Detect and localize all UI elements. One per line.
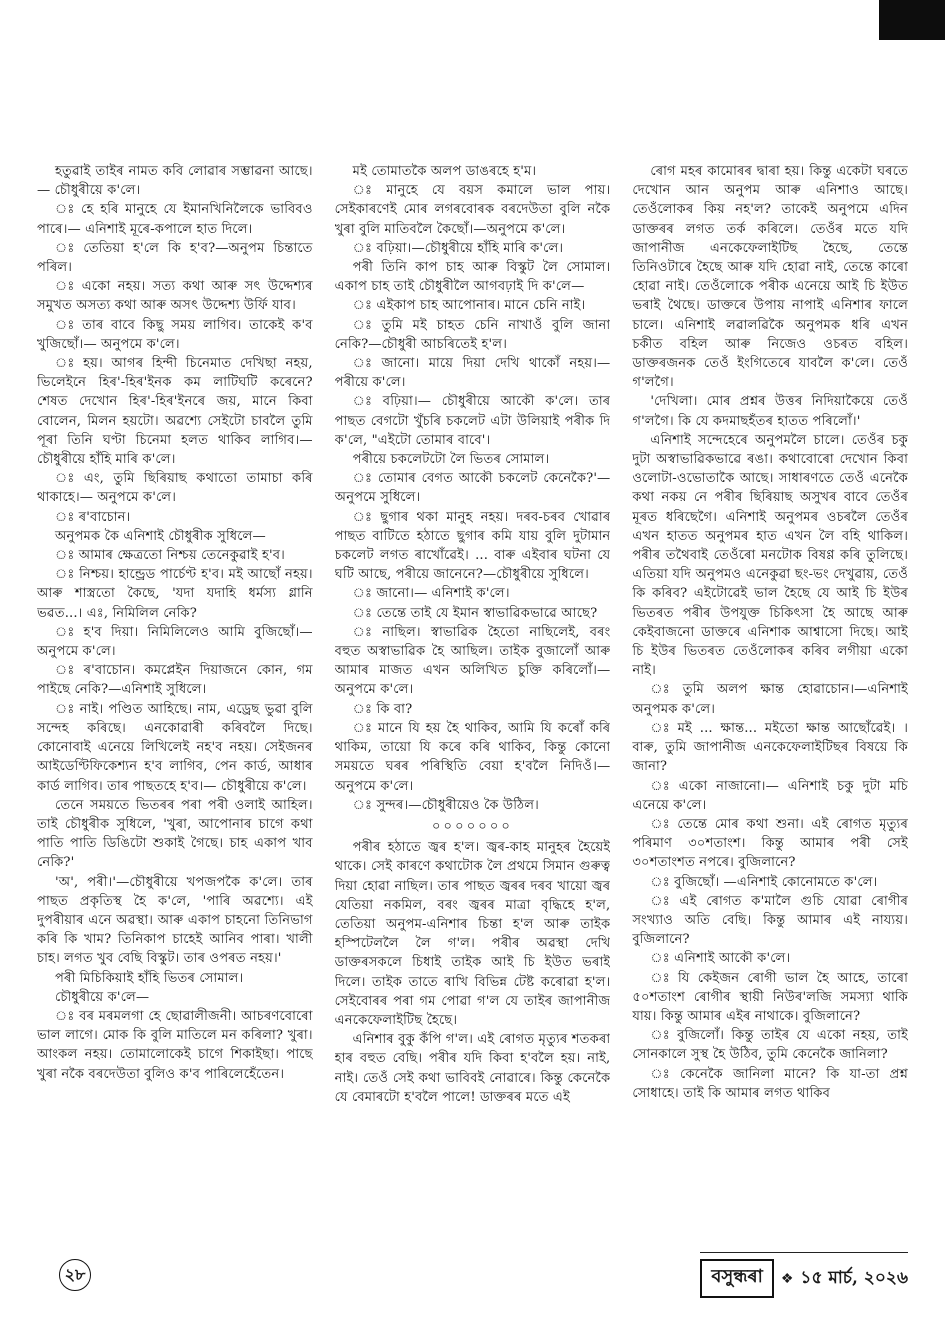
paragraph: ঃ মানুহে যে বয়স কমালে ভাল পায়। সেইকাৰণেই মোৰ লগৰবোৰক বৰদেউতা বুলি নকৈ খুৰা বুলি মাতিবলৈ কৈছোঁ।—অনুপমে ক'লে। bbox=[334, 183, 611, 237]
footer-imprint bbox=[700, 1252, 908, 1298]
paragraph: ঃ নাই। পণ্ডিত আহিছে। নাম, এড্ৰেছ ভুৱা বুলি সন্দেহ কৰিছে। এনকোৱাৰী কৰিবলৈ দিছে। কোনোবাই এনেয়ে লিখিলেই নহ'ব নহয়। সেইজনৰ আইডেণ্টিফিকেশ্যন হ'ব লাগিব, পেন কাৰ্ড, আধাৰ কাৰ্ড লাগিব। তাৰ পাছতহে হ'ব।— চৌধুৰীয়ে ক'লে। bbox=[37, 701, 313, 794]
page-number: ২৮ bbox=[59, 1259, 91, 1291]
issue-date: ১৫ মার্চ, ২০২৬ bbox=[800, 1267, 908, 1288]
paragraph: ঃ তাৰ বাবে কিছু সময় লাগিব। তাকেই ক'ব খুজিছোঁ।— অনুপমে ক'লে। bbox=[37, 317, 313, 352]
paragraph: ঃ তেন্তে তাই যে ইমান স্বাভাৱিকভাৱে আছে? bbox=[352, 605, 598, 621]
corner-print-mark bbox=[879, 0, 945, 40]
paragraph: ঃ কি বা? bbox=[352, 701, 413, 717]
paragraph: এনিশাৰ বুকু কঁপি গ'ল। এই ৰোগত মৃত্যুৰ শতকৰা হাৰ বহুত বেছি। পৰীৰ যদি কিবা হ'বলৈ হয়। নাই, নাই। তেওঁ সেই কথা ভাবিবই নোৱাৰে। কিন্তু কেনেকৈ যে বেমাৰটো হ'বলৈ পালে! ডাক্তৰৰ মতে এই bbox=[334, 1032, 611, 1105]
paragraph: পৰী মিচিকিয়াই হাঁহি ভিতৰ সোমাল। bbox=[55, 970, 244, 986]
paragraph: ঃ তেন্তে মোৰ কথা শুনা। এই ৰোগত মৃত্যুৰ পৰিমাণ ৩০শতাংশ। কিন্তু আমাৰ পৰী সেই ৩০শতাংশত নপৰে। বুজিলানে? bbox=[632, 816, 909, 871]
paragraph: ঃ সুন্দৰ।—চৌধুৰীয়েও কৈ উঠিল। bbox=[352, 797, 539, 813]
paragraph: ঃ আমাৰ ক্ষেত্ৰতো নিশ্চয় তেনেকুৱাই হ'ব। bbox=[55, 548, 285, 564]
paragraph: ঃ মই ... ক্ষান্ত... মইতো ক্ষান্ত আছোঁৱেই। । বাৰু, তুমি জাপানীজ এনকেফেলাইটিছৰ বিষয়ে কি জানা? bbox=[632, 720, 909, 775]
paragraph: ঃ হে হৰি মানুহে যে ইমানখিনিলৈকে ভাবিবও পাৰে।— এনিশাই মূৰে-কপালে হাত দিলে। bbox=[37, 202, 313, 237]
paragraph: ঃ নাছিল। স্বাভাৱিক হৈতো নাছিলেই, বৰং বহুত অস্বাভাৱিক হৈ আছিল। তাইক বুজালোঁ আৰু আমাৰ মাজত এখন অলিখিত চুক্তি কৰিলোঁ।—অনুপমে ক'লে। bbox=[334, 624, 611, 698]
magazine-title: বসুন্ধৰা bbox=[700, 1259, 774, 1298]
paragraph: ঃ একো নহয়। সত্য কথা আৰু সৎ উদ্দেশ্যৰ সমুখত অসত্য কথা আৰু অসৎ উদ্দেশ্য উৰ্ফি যাব। bbox=[37, 279, 313, 314]
text-column-1 bbox=[37, 162, 313, 1245]
page-footer bbox=[37, 1255, 908, 1295]
paragraph: পৰী তিনি কাপ চাহ আৰু বিস্কুট লৈ সোমাল। একাপ চাহ তাই চৌধুৰীলৈ আগবঢ়াই দি ক'লে— bbox=[334, 260, 611, 295]
paragraph: ঃ বৰ মৰমলগা হে ছোৱালীজনী। আচৰণবোৰো ভাল লাগে। মোক কি বুলি মাতিলে মন কৰিলা? খুৰা। আংকল নহয়। তোমালোকেই চাগে শিকাইছা। পাছে খুৰা নকৈ বৰদেউতা বুলিও ক'ব পাৰিলেহেঁতেন। bbox=[37, 1008, 313, 1082]
ornament-icon: ❖ bbox=[780, 1270, 794, 1287]
paragraph: ঃ জানো।— এনিশাই ক'লে। bbox=[352, 586, 510, 602]
paragraph: অনুপমক কৈ এনিশাই চৌধুৰীক সুধিলে— bbox=[55, 528, 266, 544]
paragraph: 'অ', পৰী।'—চৌধুৰীয়ে খপজপকৈ ক'লে। তাৰ পাছত প্ৰকৃতিস্থ হৈ ক'লে, 'পাৰি অৱশ্যে। এই দুপৰীয়াৰ এনে অৱস্থা। আৰু একাপ চাহনো তিনিভাগ কৰি কি খাম? তিনিকাপ চাহেই আনিব পাৰা। খালী চাহ। লগত খুব বেছি বিস্কুট। তাৰ ওপৰত নহয়।' bbox=[37, 874, 313, 967]
paragraph: হতুৱাই তাইৰ নামত কবি লোৱাৰ সম্ভাৱনা আছে।— চৌধুৰীয়ে ক'লে। bbox=[37, 164, 313, 199]
paragraph: ঃ একো নাজানো।— এনিশাই চকু দুটা মচি এনেয়ে ক'লে। bbox=[632, 778, 909, 813]
paragraph: তেনে সময়তে ভিতৰৰ পৰা পৰী ওলাই আহিল। তাই চৌধুৰীক সুধিলে, 'খুৰা, আপোনাৰ চাগে কথা পাতি পাতি ডিঙিটো শুকাই গৈছে। চাহ একাপ খাব নেকি?' bbox=[37, 797, 313, 871]
paragraph: ঃ ছুগাৰ থকা মানুহ নহয়। দৰব-চৰব খোৱাৰ পাছত বাটিতে হঠাতে ছুগাৰ কমি যায় বুলি দুটামান চকলেট লগত ৰাখোঁৱেই। ... বাৰু এইবাৰ ঘটনা যে ঘটি আছে, পৰীয়ে জানেনে?—চৌধুৰীয়ে সুধিলে। bbox=[334, 509, 611, 583]
section-separator: ০০০০০০০ bbox=[431, 818, 514, 834]
paragraph: ঃ এইকাপ চাহ আপোনাৰ। মানে চেনি নাই। bbox=[352, 298, 586, 314]
paragraph: ঃ বুজিছোঁ। —এনিশাই কোনোমতে ক'লে। bbox=[650, 874, 878, 890]
paragraph: ঃ এই ৰোগত ক'মালৈ গুচি যোৱা ৰোগীৰ সংখ্যাও অতি বেছি। কিন্তু আমাৰ এই নায্যয়। বুজিলানে? bbox=[632, 893, 909, 948]
paragraph: ৰোগ মহৰ কামোৰৰ দ্বাৰা হয়। কিন্তু একেটা ঘৰতে দেখোন আন অনুপম আৰু এনিশাও আছে। তেওঁলোকৰ কিয় নহ'ল? তাকেই অনুপমে এদিন ডাক্তৰৰ লগত তৰ্ক কৰিলে। তেওঁৰ মতে যদি জাপানীজ এনকেফেলাইটিছ হৈছে, তেন্তে তিনিওটাৰে হৈছে আৰু যদি হোৱা নাই, তেন্তে কাৰো হোৱা নাই। তেওঁলোকে পৰীক এনেয়ে আই চি ইউত ভৰাই থৈছে। ডাক্তৰে উপায় নাপাই এনিশাৰ ফালে চালে। এনিশাই লৱালৱিকৈ অনুপমক ধৰি এখন চকীত বহিল আৰু নিজেও ওচৰত বহিল। ডাক্তৰজনক তেওঁ ইংগিতেৰে যাবলৈ ক'লে। তেওঁ গ'লগৈ। bbox=[632, 164, 909, 391]
paragraph: 'দেখিলা। মোৰ প্ৰশ্নৰ উত্তৰ নিদিয়াকৈয়ে তেওঁ গ'লগৈ। কি যে কদমাছহঁতৰ হাতত পৰিলোঁ।' bbox=[632, 394, 909, 429]
article-text-area bbox=[37, 162, 908, 1245]
paragraph: ঃ এনিশাই আকৌ ক'লে। bbox=[650, 951, 791, 967]
paragraph: ঃ তুমি অলপ ক্ষান্ত হোৱাচোন।—এনিশাই অনুপমক ক'লে। bbox=[632, 682, 909, 717]
paragraph: ঃ ৰ'বাচোন। কমপ্লেইন দিয়াজনে কোন, গম পাইছে নেকি?—এনিশাই সুধিলে। bbox=[37, 663, 313, 698]
paragraph: ঃ জানো। মায়ে দিয়া দেখি থাকোঁ নহয়।—পৰীয়ে ক'লে। bbox=[334, 356, 611, 391]
text-column-2 bbox=[335, 162, 611, 1245]
paragraph: চৌধুৰীয়ে ক'লে— bbox=[55, 989, 150, 1005]
paragraph: এনিশাই সন্দেহেৰে অনুপমলৈ চালে। তেওঁৰ চকু দুটা অস্বাভাৱিকভাৱে ৰঙা। কথাবোৰো দেখোন কিবা ওলোটা-ওভোতাকৈ আছে। সাধাৰণতে তেওঁ এনেকৈ কথা নকয় নে পৰীৰ ছিৰিয়াছ অসুখৰ বাবে তেওঁৰ মূৰত ধৰিছেগৈ। এনিশাই অনুপমৰ ওচৰলৈ তেওঁৰ এখন হাতত অনুপমৰ হাত এখন লৈ বহি থাকিল। পৰীৰ তথৈবাই তেওঁৰো মনটোক বিষণ্ণ কৰি তুলিছে। এতিয়া যদি অনুপমও এনেকুৱা ছং-ভং দেখুৱায়, তেওঁ কি কৰিব? এইটোৱেই ভাল হৈছে যে আই চি ইউৰ ভিতৰত পৰীৰ উপযুক্ত চিকিৎসা হৈ আছে আৰু কেইবাজনো ডাক্তৰে এনিশাক আশ্বাসো দিছে। আই চি ইউৰ ভিতৰত তেওঁলোকৰ কৰিব লগীয়া একো নাই। bbox=[632, 432, 909, 679]
paragraph: ঃ মানে যি হয় হৈ থাকিব, আমি যি কৰোঁ কৰি থাকিম, তায়ো যি কৰে কৰি থাকিব, কিন্তু কোনো সময়তে ঘৰৰ পৰিস্থিতি বেয়া হ'বলৈ নিদিওঁ।—অনুপমে ক'লে। bbox=[334, 720, 611, 794]
paragraph: মই তোমাতকৈ অলপ ডাঙৰহে হ'ম। bbox=[352, 164, 537, 179]
paragraph: ঃ তোমাৰ বেগত আকৌ চকলেট কেনেকৈ?'—অনুপমে সুধিলে। bbox=[334, 471, 611, 506]
paragraph: ঃ হ'ব দিয়া। নিমিলিলেও আমি বুজিছোঁ।— অনুপমে ক'লে। bbox=[37, 624, 313, 660]
text-column-3 bbox=[632, 162, 908, 1245]
paragraph: ঃ যি কেইজন ৰোগী ভাল হৈ আহে, তাৰো ৫০শতাংশ ৰোগীৰ স্থায়ী নিউৰ'লজি সমস্যা থাকি যায়। কিন্তু আমাৰ এইৰ নাথাকে। বুজিলানে? bbox=[632, 970, 909, 1024]
paragraph: পৰীয়ে চকলেটটো লৈ ভিতৰ সোমাল। bbox=[352, 452, 550, 468]
paragraph: ঃ ৰ'বাচোন। bbox=[55, 509, 131, 525]
paragraph: ঃ এং, তুমি ছিৰিয়াছ কথাতো তামাচা কৰি থাকাহে।— অনুপমে ক'লে। bbox=[37, 471, 313, 506]
paragraph: ঃ তুমি মই চাহত চেনি নাখাওঁ বুলি জানা নেকি?—চৌধুৰী আচৰিতেই হ'ল। bbox=[334, 317, 611, 352]
paragraph: পৰীৰ হঠাতে জ্বৰ হ'ল। জ্বৰ-কাহ মানুহৰ হৈয়েই থাকে। সেই কাৰণে কথাটোক লৈ প্ৰথমে সিমান গুৰুত্ব দিয়া হোৱা নাছিল। তাৰ পাছত জ্বৰৰ দৰব খায়ো জ্বৰ যেতিয়া নকমিল, বৰং জ্বৰৰ মাত্ৰা বৃদ্ধিহে হ'ল, তেতিয়া অনুপম-এনিশাৰ চিন্তা হ'ল আৰু তাইক হস্পিটেললৈ লৈ গ'ল। পৰীৰ অৱস্থা দেখি ডাক্তৰসকলে চিধাই তাইক আই চি ইউত ভৰাই দিলে। তাইক তাতে ৰাখি বিভিন্ন টেষ্ট কৰোৱা হ'ল। সেইবোৰৰ পৰা গম পোৱা গ'ল যে তাইৰ জাপানীজ এনকেফেলাইটিছ হৈছে। bbox=[334, 840, 611, 1028]
paragraph: ঃ বঢ়িয়া।— চৌধুৰীয়ে আকৌ ক'লে। তাৰ পাছত বেগটো খুঁচৰি চকলেট এটা উলিয়াই পৰীক দি ক'লে, "এইটো তোমাৰ বাবে'। bbox=[334, 394, 611, 448]
paragraph: ঃ নিশ্চয়। হান্ড্ৰেড পাৰ্চেণ্ট হ'ব। মই আছোঁ নহয়। আৰু শাস্ত্ৰতো কৈছে, 'যদা যদাহি ধৰ্মস্য গ্লানি ভৱত...। এঃ, নিমিলিল নেকি? bbox=[37, 567, 313, 621]
paragraph: ঃ বুজিলোঁ। কিন্তু তাইৰ যে একো নহয়, তাই সোনকালে সুস্থ হৈ উঠিব, তুমি কেনেকৈ জানিলা? bbox=[632, 1028, 909, 1063]
paragraph: ঃ কেনেকৈ জানিলা মানে? কি যা-তা প্ৰশ্ন সোধাহে। তাই কি আমাৰ লগত থাকিব bbox=[632, 1066, 909, 1101]
paragraph: ঃ বঢ়িয়া।—চৌধুৰীয়ে হাঁহি মাৰি ক'লে। bbox=[352, 240, 564, 256]
paragraph: ঃ তেতিয়া হ'লে কি হ'ব?—অনুপম চিন্তাতে পৰিল। bbox=[37, 240, 313, 276]
paragraph: ঃ হয়। আগৰ হিন্দী চিনেমাত দেখিছা নহয়, ভিলেইনে হিৰ'-হিৰ'ইনক কম লাটিঘটি কৰেনে? শেষত দেখোন হিৰ'-হিৰ'ইনৰে জয়, মানে কিবা বোলেন, মিলন হয়টো। অৱশ্যে সেইটো চাবলৈ তুমি পূৰা তিনি ঘণ্টা চিনেমা হলত থাকিব লাগিব।— চৌধুৰীয়ে হাঁহি মাৰি ক'লে। bbox=[37, 356, 313, 468]
